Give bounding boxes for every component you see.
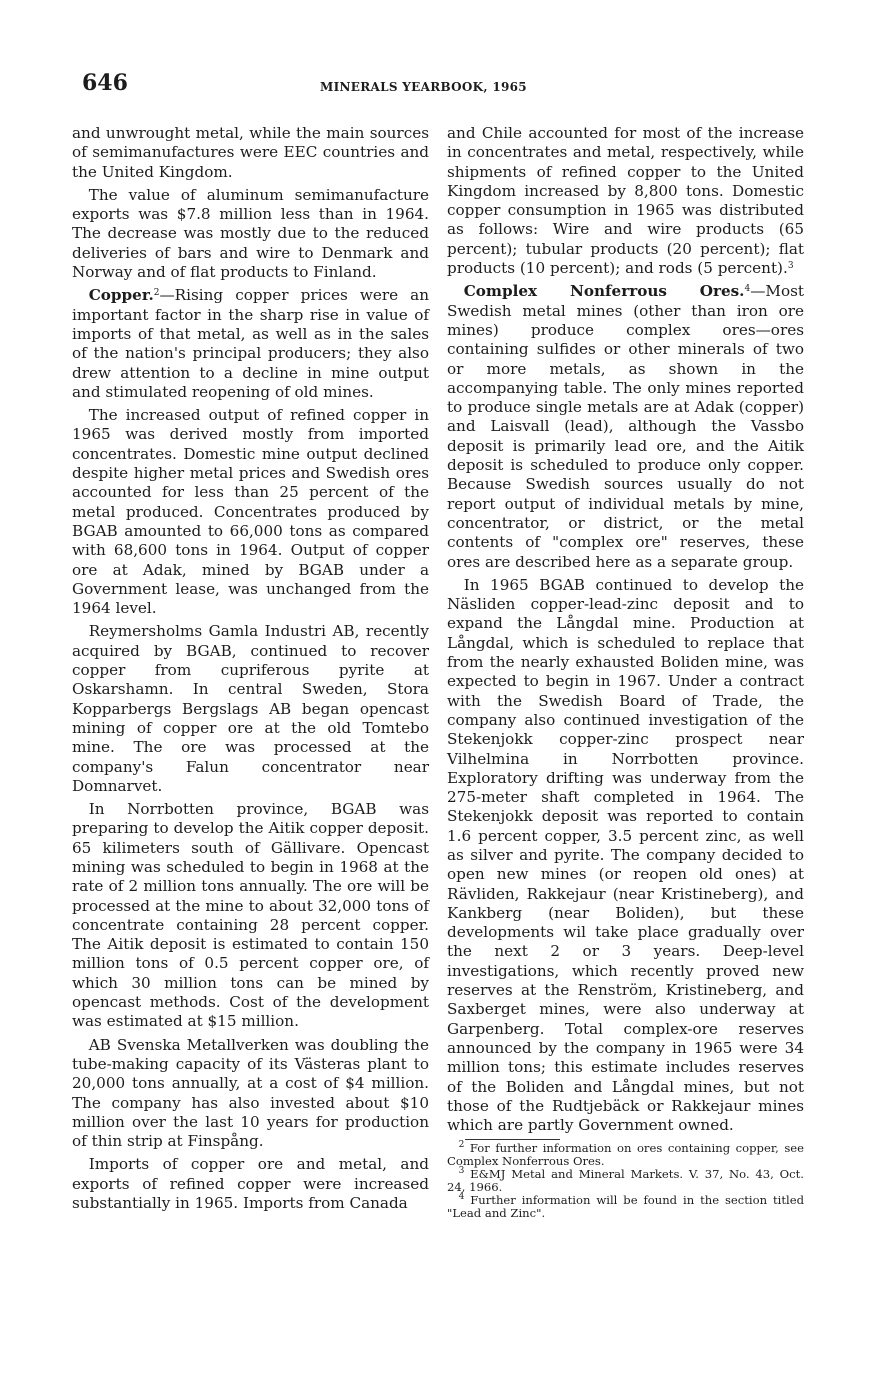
paragraph-text: —Most Swedish metal mines (other than iron ore mines) produce complex ores—ores containing sulfides or other minerals of two or more metals, as shown in the accompanying table. The only mines reported to produce single metals are at Adak (copper) and Laisvall (lead), although the Vassbo deposit is primarily lead ore, and the Aitik deposit is scheduled to produce only copper. Because Swedish sources usually do not report output of individual metals by mine, concentrator, or district, or the metal contents of "complex ore" reserves, these ores are described here as a separate group. (447, 282, 804, 571)
footnote-ref: 4 (744, 284, 751, 295)
left-column (72, 124, 429, 1217)
section-heading-complex-ores: Complex Nonferrous Ores. (463, 282, 745, 301)
paragraph-complex-ores (447, 282, 804, 571)
footnote-number: 2 (458, 1140, 465, 1151)
footnote-ref: 2 (153, 288, 160, 299)
footnotes (447, 1142, 804, 1220)
footnote (447, 1168, 804, 1194)
paragraph: In 1965 BGAB continued to develop the Näsliden copper-lead-zinc deposit and to expand the Långdal mine. Production at Långdal, which is scheduled to replace that from the nearly exhausted Boliden mine, was expected to begin in 1967. Under a contract with the Swedish Board of Trade, the company also continued investigation of the Stekenjokk copper-zinc prospect near Vilhelmina in Norrbotten province. Exploratory drifting was underway from the 275-meter shaft completed in 1964. The Stekenjokk deposit was reported to contain 1.6 percent copper, 3.5 percent zinc, as well as silver and pyrite. The company decided to open new mines (or reopen old ones) at Rävliden, Rakkejaur (near Kristineberg), and Kankberg (near Boliden), but these developments wil take place gradually over the next 2 or 3 years. Deep-level investigations, which recently proved new reserves at the Renström, Kristineberg, and Saxberget mines, were also underway at Garpenberg. Total complex-ore reserves announced by the company in 1965 were 34 million tons; this estimate includes reserves of the Boliden and Långdal mines, but not those of the Rudtjebäck or Rakkejaur mines which are partly Government owned. (447, 575, 804, 1135)
paragraph: Reymersholms Gamla Industri AB, recently acquired by BGAB, continued to recover copper from cupriferous pyrite at Oskarshamn. In central Sweden, Stora Kopparbergs Bergslags AB began opencast mining of copper ore at the old Tomtebo mine. The ore was processed at the company's Falun concentrator near Domnarvet. (72, 622, 429, 795)
running-head: MINERALS YEARBOOK, 1965 (320, 80, 527, 94)
paragraph: In Norrbotten province, BGAB was preparing to develop the Aitik copper deposit. 65 kilimeters south of Gällivare. Opencast mining was scheduled to begin in 1968 at the rate of 2 million tons annually. The ore will be processed at the mine to about 32,000 tons of concentrate containing 28 percent copper. The Aitik deposit is estimated to contain 150 million tons of 0.5 percent copper ore, of which 30 million tons can be mined by opencast methods. Cost of the development was estimated at $15 million. (72, 800, 429, 1031)
paragraph: AB Svenska Metallverken was doubling the tube-making capacity of its Västeras plant to 20,000 tons annually, at a cost of $4 million. The company has also invested about $10 million over the last 10 years for production of thin strip at Finspång. (72, 1035, 429, 1151)
paragraph-text: —Rising copper prices were an important factor in the sharp rise in value of imports of that metal, as well as in the sales of the nation's principal producers; they also drew attention to a decline in mine output and stimulated reopening of old mines. (72, 286, 429, 401)
footnote (447, 1194, 804, 1220)
paragraph: and unwrought metal, while the main sources of semimanufactures were EEC countries and the United Kingdom. (72, 124, 429, 181)
footnote-text: E&MJ Metal and Mineral Markets. V. 37, No. 43, Oct. 24, 1966. (447, 1167, 804, 1195)
footnote-ref: 3 (787, 261, 794, 272)
footnote-text: For further information on ores containing copper, see Complex Nonferrous Ores. (447, 1141, 804, 1169)
paragraph-copper (72, 286, 429, 402)
footnote-number: 4 (458, 1192, 465, 1203)
section-heading-copper: Copper. (88, 286, 154, 305)
paragraph: The increased output of refined copper in 1965 was derived mostly from imported concentrates. Domestic mine output declined despite higher metal prices and Swedish ores accounted for less than 25 percent of the metal produced. Concentrates produced by BGAB amounted to 66,000 tons as compared with 68,600 tons in 1964. Output of copper ore at Adak, mined by BGAB under a Government lease, was unchanged from the 1964 level. (72, 406, 429, 618)
page-number: 646 (82, 70, 128, 96)
footnote-number: 3 (458, 1166, 465, 1177)
footnote (447, 1142, 804, 1168)
paragraph (447, 124, 804, 278)
paragraph: Imports of copper ore and metal, and exports of refined copper were increased substantially in 1965. Imports from Canada (72, 1155, 429, 1213)
footnote-text: Further information will be found in the section titled "Lead and Zinc". (447, 1193, 804, 1221)
paragraph-text: and Chile accounted for most of the increase in concentrates and metal, respectively, while shipments of refined copper to the United Kingdom increased by 8,800 tons. Domestic copper consumption in 1965 was distributed as follows: Wire and wire products (65 percent); tubular products (20 percent); flat products (10 percent); and rods (5 percent). (447, 124, 804, 278)
right-column (447, 124, 804, 1220)
paragraph: The value of aluminum semimanufacture exports was $7.8 million less than in 1964. The decrease was mostly due to the reduced deliveries of bars and wire to Denmark and Norway and of flat products to Finland. (72, 185, 429, 282)
